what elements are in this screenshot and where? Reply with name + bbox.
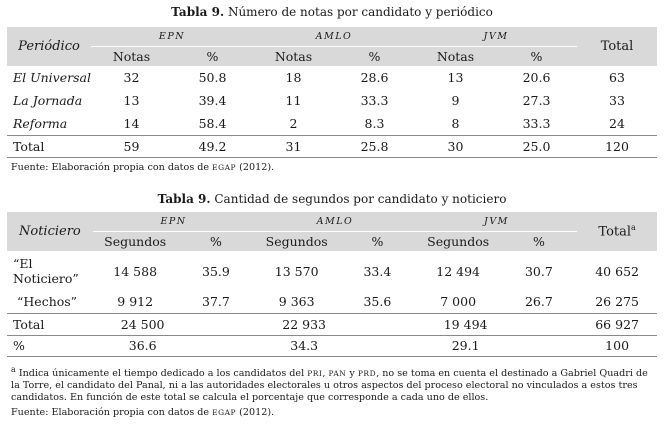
cell: 26.7: [524, 294, 553, 310]
table1-sub-notas: Notas: [415, 47, 496, 67]
cell: 14 588: [113, 263, 158, 279]
table1-sub-notas: Notas: [253, 47, 334, 67]
total-cell: 24: [609, 115, 625, 131]
total-cell: 33: [609, 93, 625, 108]
table1-total-header: Total: [577, 27, 657, 66]
row-label: Reforma: [13, 115, 68, 131]
cell: 25.8: [334, 135, 415, 157]
table1-row-header: Periódico: [7, 27, 91, 66]
cell: 22 933: [254, 313, 415, 335]
cell: 12 494: [436, 263, 481, 279]
table-row: [7, 66, 657, 89]
table2: [7, 212, 657, 357]
table-row: [7, 112, 657, 135]
cell: 29.1: [416, 335, 577, 356]
table2-sub-segundos: Segundos: [254, 232, 339, 252]
table2-footnote: $^a$ Indica únicamente el tiempo dedicado a los candidatos del PRI, PAN y PRD, no se toma en cuenta el destinado a Gabriel Quadri de la Torre, el candidato del Panal, ni a las autoridades electorales u otros aspectos del proceso electoral no vinculados a estos tres candidatos. En función de este total se calcula el porcentaje que corresponde a cada uno de ellos.: [11, 365, 648, 404]
row-label: “Hechos”: [17, 294, 78, 310]
cell: 33.4: [363, 263, 392, 279]
table1-caption-text: Número de notas por candidato y periódico: [224, 5, 493, 19]
table-row: [7, 251, 657, 291]
row-label: %: [7, 335, 93, 356]
table2-group-epn: EPN: [93, 212, 254, 232]
total-cell: 66 927: [577, 313, 657, 335]
cell: 30.7: [524, 263, 553, 279]
cell: 27.3: [522, 93, 551, 108]
cell: 34.3: [254, 335, 415, 356]
table2-group-jvm: JVM: [416, 212, 577, 232]
table2-group-amlo: AMLO: [254, 212, 415, 232]
table2-sub-segundos: Segundos: [416, 232, 501, 252]
cell: 19 494: [416, 313, 577, 335]
cell: 24 500: [93, 313, 254, 335]
total-cell: 63: [609, 70, 625, 85]
table1-group-epn: EPN: [91, 27, 253, 47]
table2-sub-pct: %: [501, 232, 578, 252]
cell: 58.4: [198, 115, 227, 131]
cell: 37.7: [202, 294, 230, 310]
cell: 35.9: [202, 263, 230, 279]
cell: 9: [451, 93, 460, 108]
table2-caption-text: Cantidad de segundos por candidato y noticiero: [210, 192, 507, 206]
cell: 33.3: [360, 93, 389, 108]
cell: 30: [415, 135, 496, 157]
total-cell: 100: [577, 335, 657, 356]
cell: 20.6: [522, 70, 551, 85]
cell: 9 912: [117, 294, 154, 310]
table2-sub-segundos: Segundos: [93, 232, 178, 252]
cell: 25.0: [496, 135, 577, 157]
table1-caption: [0, 5, 664, 19]
table-row-total: [7, 313, 657, 335]
table1-caption-number: Tabla 9.: [171, 5, 225, 19]
cell: 39.4: [198, 93, 227, 108]
cell: 13 570: [274, 263, 319, 279]
cell: 33.3: [522, 115, 551, 131]
cell: 8.3: [364, 115, 385, 131]
table-row: [7, 291, 657, 313]
table1-source: Fuente: Elaboración propia con datos de EGAP (2012).: [11, 162, 275, 173]
cell: 7 000: [440, 294, 477, 310]
cell: 32: [123, 70, 140, 85]
table-row-total: [7, 135, 657, 157]
row-label: La Jornada: [13, 93, 83, 108]
cell: 49.2: [172, 135, 253, 157]
row-label: El Universal: [13, 70, 91, 85]
total-cell: 40 652: [595, 263, 639, 279]
table1: [7, 27, 657, 158]
table-row-pct: [7, 335, 657, 356]
cell: 18: [285, 70, 302, 85]
cell: 36.6: [93, 335, 254, 356]
table2-sub-pct: %: [339, 232, 416, 252]
cell: 35.6: [363, 294, 392, 310]
cell: 28.6: [360, 70, 389, 85]
row-label: Total: [7, 135, 91, 157]
table1-sub-pct: %: [496, 47, 577, 67]
cell: 9 363: [278, 294, 315, 310]
cell: 14: [123, 115, 140, 131]
table1-group-amlo: AMLO: [253, 27, 415, 47]
total-cell: 120: [577, 135, 657, 157]
total-cell: 26 275: [595, 294, 639, 310]
table2-row-header: Noticiero: [7, 212, 93, 251]
cell: 2: [289, 115, 298, 131]
row-label: “El Noticiero”: [13, 256, 79, 286]
table-row: [7, 89, 657, 112]
cell: 50.8: [198, 70, 227, 85]
table1-group-jvm: JVM: [415, 27, 577, 47]
table2-total-header: Total$^a$: [577, 212, 657, 251]
table2-caption-number: Tabla 9.: [157, 192, 211, 206]
cell: 13: [123, 93, 140, 108]
cell: 59: [91, 135, 172, 157]
row-label: Total: [7, 313, 93, 335]
table2-caption: [0, 192, 664, 206]
table1-sub-pct: %: [334, 47, 415, 67]
table1-sub-notas: Notas: [91, 47, 172, 67]
table2-source: Fuente: Elaboración propia con datos de EGAP (2012).: [11, 407, 275, 418]
table1-sub-pct: %: [172, 47, 253, 67]
cell: 13: [447, 70, 464, 85]
cell: 8: [451, 115, 460, 131]
cell: 31: [253, 135, 334, 157]
table2-sub-pct: %: [178, 232, 255, 252]
cell: 11: [285, 93, 302, 108]
